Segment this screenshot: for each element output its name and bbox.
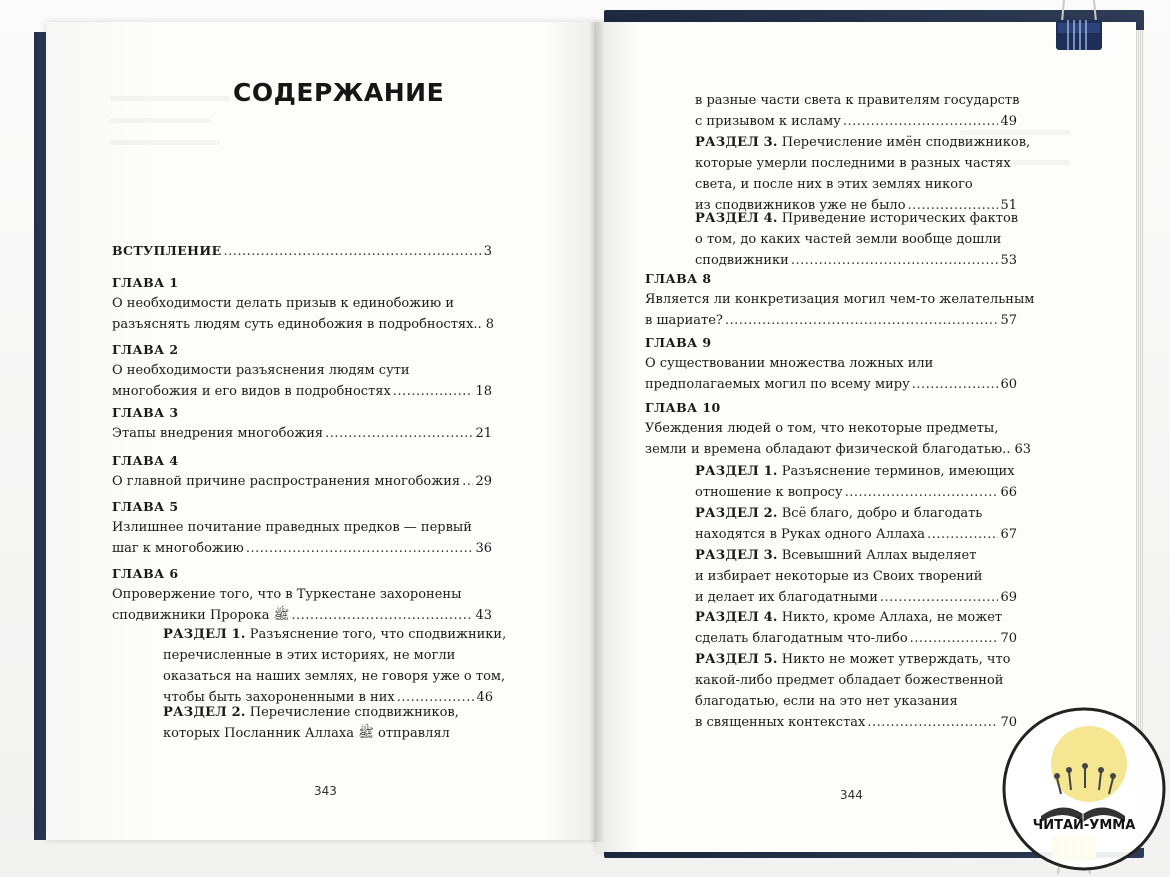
- toc-leader-line: [695, 524, 1017, 545]
- toc-entry-line: О существовании множества ложных или: [645, 356, 934, 371]
- toc-leader-line: [645, 310, 1017, 331]
- toc-dot-leader: [291, 605, 473, 626]
- toc-leader-line: [695, 628, 1017, 649]
- toc-chapter-heading: ГЛАВА 2: [112, 342, 179, 357]
- toc-section-first-line: [163, 624, 507, 645]
- toc-leader-line: [112, 381, 492, 402]
- toc-section: [695, 132, 1031, 216]
- page-number-left: 343: [314, 784, 337, 798]
- toc-leader-line: [112, 605, 492, 626]
- toc-section-first-line: [695, 545, 1017, 566]
- toc-leader-line: [695, 587, 1017, 608]
- toc-entry-line: которые умерли последними в разных частях: [695, 156, 1011, 171]
- toc-chapter: [645, 268, 1035, 331]
- toc-entry-text: отношение к вопросу: [695, 485, 843, 500]
- toc-section-title: Перечисление сподвижников,: [245, 705, 459, 720]
- toc-dot-leader: [927, 524, 998, 545]
- toc-leader-line: [695, 712, 1017, 733]
- toc-leader-line: [112, 538, 492, 559]
- toc-entry-text: многобожия и его видов в подробностях: [112, 384, 391, 399]
- page-number-right: 344: [840, 788, 863, 802]
- toc-section-label: РАЗДЕЛ 2.: [163, 705, 246, 720]
- toc-chapter-heading: ГЛАВА 4: [112, 453, 179, 468]
- toc-section: [695, 607, 1017, 649]
- toc-entry-text: О главной причине распространения многобожия: [112, 474, 461, 489]
- toc-entry-line: О необходимости делать призыв к единобожию и: [112, 296, 454, 311]
- toc-section: [163, 702, 493, 744]
- toc-section-first-line: [695, 649, 1017, 670]
- toc-chapter-heading: ГЛАВА 6: [112, 566, 179, 581]
- toc-chapter: [645, 397, 1032, 460]
- toc-page-ref: 57: [1000, 313, 1017, 328]
- toc-section: [695, 649, 1017, 733]
- toc-section-first-line: [695, 208, 1017, 229]
- toc-entry-line: благодатью, если на это нет указания: [695, 694, 958, 709]
- toc-page-ref: 66: [1000, 485, 1017, 500]
- toc-leader-line: [645, 374, 1017, 395]
- toc-page-ref: 18: [475, 384, 492, 399]
- contents-title: СОДЕРЖАНИЕ: [233, 78, 445, 107]
- toc-section: [695, 545, 1017, 608]
- toc-section-title: Всё благо, добро и благодать: [777, 506, 983, 521]
- toc-entry-line: в разные части света к правителям государств: [695, 93, 1020, 108]
- toc-page-ref: 49: [1000, 114, 1017, 129]
- toc-section-label: РАЗДЕЛ 4.: [695, 610, 778, 625]
- toc-section: [695, 461, 1017, 503]
- toc-page-ref: 8: [485, 317, 494, 332]
- toc-entry-line: света, и после них в этих землях никого: [695, 177, 973, 192]
- toc-page-ref: 70: [1000, 631, 1017, 646]
- toc-section-first-line: [695, 503, 1017, 524]
- toc-entry-text: в священных контекстах: [695, 715, 866, 730]
- bleed-through: [110, 96, 230, 101]
- toc-chapter: [645, 332, 1017, 395]
- binder-clip-top: [1052, 0, 1106, 56]
- toc-section-title: Разъяснение того, что сподвижники,: [245, 627, 507, 642]
- toc-dot-leader: [880, 587, 999, 608]
- watermark-text: ЧИТАЙ-УММА: [1032, 818, 1136, 833]
- toc-entry-text: сподвижники Пророка ﷺ: [112, 608, 290, 623]
- toc-entry-text: чтобы быть захороненными в них: [163, 690, 395, 705]
- toc-section-label: РАЗДЕЛ 4.: [695, 211, 778, 226]
- toc-chapter: [112, 402, 492, 444]
- toc-page-ref: 3: [483, 244, 492, 259]
- toc-entry-text: с призывом к исламу: [695, 114, 841, 129]
- toc-leader-line: [695, 482, 1017, 503]
- toc-entry-text: сделать благодатным что-либо: [695, 631, 908, 646]
- toc-section-label: РАЗДЕЛ 1.: [163, 627, 246, 642]
- toc-page-ref: 60: [1000, 377, 1017, 392]
- toc-entry-text: находятся в Руках одного Аллаха: [695, 527, 926, 542]
- toc-entry-line: перечисленные в этих историях, не могли: [163, 648, 456, 663]
- toc-dot-leader: [867, 712, 998, 733]
- toc-section-first-line: [163, 702, 493, 723]
- toc-section: [695, 503, 1017, 545]
- toc-section: [163, 624, 507, 708]
- toc-entry-text: земли и времена обладают физической благодатью..: [645, 442, 1011, 457]
- toc-section-title: Никто не может утверждать, что: [777, 652, 1011, 667]
- toc-entry-line: оказаться на наших землях, не говоря уже о том,: [163, 669, 506, 684]
- toc-dot-leader: [845, 482, 999, 503]
- toc-section-title: Никто, кроме Аллаха, не может: [777, 610, 1003, 625]
- bleed-through: [110, 140, 220, 145]
- toc-dot-leader: [725, 310, 999, 331]
- toc-page-ref: 29: [475, 474, 492, 489]
- toc-entry-line: Излишнее почитание праведных предков — первый: [112, 520, 472, 535]
- toc-page-ref: 36: [475, 541, 492, 556]
- toc-section-label: РАЗДЕЛ 5.: [695, 652, 778, 667]
- toc-page-ref: 43: [475, 608, 492, 623]
- toc-section-first-line: [695, 461, 1017, 482]
- toc-chapter-heading: ГЛАВА 5: [112, 499, 179, 514]
- toc-section-first-line: [695, 607, 1017, 628]
- toc-chapter: [112, 272, 492, 335]
- toc-entry-line: Является ли конкретизация могил чем-то желательным: [645, 292, 1035, 307]
- toc-entry-line: которых Посланник Аллаха ﷺ отправлял: [163, 726, 450, 741]
- toc-page-ref: 46: [476, 690, 493, 705]
- toc-dot-leader: [912, 374, 999, 395]
- toc-leader-line: [645, 439, 1032, 460]
- toc-chapter: [112, 339, 492, 402]
- toc-entry-text: из сподвижников уже не было: [695, 198, 906, 213]
- toc-dot-leader: [462, 471, 473, 492]
- toc-section-title: Разъяснение терминов, имеющих: [777, 464, 1015, 479]
- toc-page-ref: 51: [1000, 198, 1017, 213]
- toc-continued: [695, 90, 1020, 132]
- toc-intro-label: ВСТУПЛЕНИЕ: [112, 243, 222, 258]
- toc-chapter-heading: ГЛАВА 8: [645, 271, 712, 286]
- toc-page-ref: 63: [1014, 442, 1032, 457]
- toc-section-label: РАЗДЕЛ 1.: [695, 464, 778, 479]
- watermark-stamp: [1001, 704, 1167, 874]
- toc-section-title: Перечисление имён сподвижников,: [777, 135, 1031, 150]
- toc-section-first-line: [695, 132, 1031, 153]
- toc-section-label: РАЗДЕЛ 3.: [695, 135, 778, 150]
- toc-chapter-heading: ГЛАВА 1: [112, 275, 179, 290]
- toc-page-ref: 67: [1000, 527, 1017, 542]
- toc-entry-text: в шариате?: [645, 313, 723, 328]
- toc-chapter: [112, 563, 492, 626]
- toc-chapter-heading: ГЛАВА 3: [112, 405, 179, 420]
- toc-entry-text: разъяснять людям суть единобожия в подробностях..: [112, 317, 482, 332]
- toc-leader-line: [112, 314, 492, 335]
- toc-entry-line: О необходимости разъяснения людям сути: [112, 363, 410, 378]
- toc-entry-line: и избирает некоторые из Своих творений: [695, 569, 983, 584]
- toc-section-label: РАЗДЕЛ 2.: [695, 506, 778, 521]
- toc-leader-line: [695, 111, 1017, 132]
- toc-leader-line: [112, 423, 492, 444]
- toc-dot-leader: [393, 381, 474, 402]
- toc-dot-leader: [246, 538, 474, 559]
- toc-entry-line: Опровержение того, что в Туркестане захоронены: [112, 587, 462, 602]
- toc-entry-line: о том, до каких частей земли вообще дошли: [695, 232, 1002, 247]
- toc-entry-text: сподвижники: [695, 253, 789, 268]
- toc-entry-line: какой-либо предмет обладает божественной: [695, 673, 1004, 688]
- book-gutter: [590, 22, 604, 842]
- toc-entry-text: шаг к многобожию: [112, 541, 244, 556]
- toc-chapter: [112, 496, 492, 559]
- toc-entry-text: и делает их благодатными: [695, 590, 878, 605]
- toc-entry-text: Этапы внедрения многобожия: [112, 426, 324, 441]
- toc-page-ref: 21: [475, 426, 492, 441]
- toc-section-title: Приведение исторических фактов: [777, 211, 1019, 226]
- bleed-through: [110, 118, 210, 123]
- toc-dot-leader: [843, 111, 999, 132]
- toc-section-title: Всевышний Аллах выделяет: [777, 548, 977, 563]
- toc-leader-line: [112, 471, 492, 492]
- toc-page-ref: 70: [1000, 715, 1017, 730]
- toc-section: [695, 208, 1017, 271]
- toc-chapter-heading: ГЛАВА 9: [645, 335, 712, 350]
- toc-chapter-heading: ГЛАВА 10: [645, 400, 721, 415]
- toc-dot-leader: [325, 423, 473, 444]
- toc-entry-line: Убеждения людей о том, что некоторые предметы,: [645, 421, 999, 436]
- toc-intro: [112, 240, 492, 261]
- toc-page-ref: 53: [1000, 253, 1017, 268]
- toc-page-ref: 69: [1000, 590, 1017, 605]
- toc-chapter: [112, 450, 492, 492]
- toc-section-label: РАЗДЕЛ 3.: [695, 548, 778, 563]
- toc-entry-text: предполагаемых могил по всему миру: [645, 377, 910, 392]
- toc-dot-leader: [910, 628, 999, 649]
